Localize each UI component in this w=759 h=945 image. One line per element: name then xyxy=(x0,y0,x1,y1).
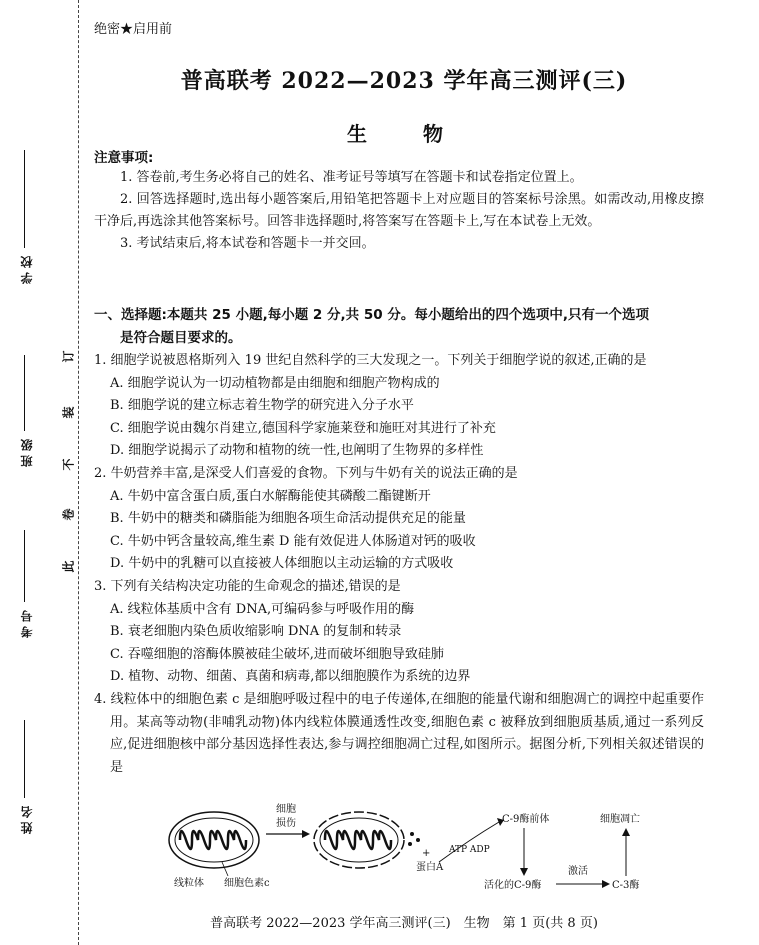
protein-a-label: 蛋白A xyxy=(416,862,444,873)
question-list xyxy=(94,350,704,779)
note-item: 2. 回答选择题时,选出每小题答案后,用铅笔把答题卡上对应题目的答案标号涂黑。如需改动,用橡皮擦干净后,再选涂其他答案标号。回答非选择题时,将答案写在答题卡上,写在本试卷上无效。 xyxy=(94,192,704,229)
arrow-head xyxy=(302,830,310,838)
class-blank xyxy=(24,355,25,431)
cytc-dot xyxy=(408,842,412,846)
page-footer: 普高联考 2022—2023 学年高三测评(三) 生物 第 1 页(共 8 页) xyxy=(210,916,598,931)
class-field[interactable] xyxy=(8,355,48,485)
seal-char: 订 xyxy=(61,350,76,363)
apoptosis-diagram xyxy=(164,800,674,900)
seal-char: 此 xyxy=(61,560,76,573)
apoptosis-label: 细胞凋亡 xyxy=(600,814,640,825)
name-label: 姓名 xyxy=(20,802,34,834)
seal-char: 装 xyxy=(61,406,76,419)
cytc-label: 细胞色素c xyxy=(224,878,270,889)
note-item: 1. 答卷前,考生务必将自己的姓名、准考证号等填写在答题卡和试卷指定位置上。 xyxy=(120,170,583,185)
activate-label: 激活 xyxy=(568,866,588,877)
option-a: A. 细胞学说认为一切动植物都是由细胞和细胞产物构成的 xyxy=(110,375,440,391)
option-a: A. 线粒体基质中含有 DNA,可编码参与呼吸作用的酶 xyxy=(110,601,415,617)
plus-sign: + xyxy=(422,848,431,859)
cytc-dot xyxy=(410,832,414,836)
class-label: 班级 xyxy=(20,435,34,467)
option-b: B. 细胞学说的建立标志着生物学的研究进入分子水平 xyxy=(110,398,414,414)
arrow-head xyxy=(602,880,610,888)
question-stem: 1. 细胞学说被恩格斯列入 19 世纪自然科学的三大发现之一。下列关于细胞学说的叙述,正确的是 xyxy=(94,353,647,368)
question-4 xyxy=(94,689,704,779)
section-line-2: 是符合题目要求的。 xyxy=(120,330,242,346)
question-stem: 4. 线粒体中的细胞色素 c 是细胞呼吸过程中的电子传递体,在细胞的能量代谢和细胞凋亡的调控中起重要作用。某高等动物(非哺乳动物)体内线粒体膜通透性改变,细胞色素 c 被释放到细胞质基质,通过一系列反应,促进细胞核中部分基因选择性表达,参与调控细胞凋亡过程,如图所示。据图分析,下列相关叙述错误的是 xyxy=(94,691,704,775)
mito-label: 线粒体 xyxy=(174,878,204,889)
mitochondrion-damaged xyxy=(314,812,404,868)
question-stem: 2. 牛奶营养丰富,是深受人们喜爱的食物。下列与牛奶有关的说法正确的是 xyxy=(94,465,518,481)
question-2 xyxy=(94,463,704,576)
school-blank xyxy=(24,150,25,248)
arrow-head xyxy=(622,828,630,836)
arrow-head xyxy=(520,868,528,876)
damage-label-2: 损伤 xyxy=(276,818,296,829)
option-d: D. 牛奶中的乳糖可以直接被人体细胞以主动运输的方式吸收 xyxy=(110,556,454,572)
question-3 xyxy=(94,576,704,689)
damage-label-1: 细胞 xyxy=(276,804,296,815)
active-c9-label: 活化的C-9酶 xyxy=(484,880,542,891)
seal-char: 不 xyxy=(61,458,76,471)
cytc-dot xyxy=(416,838,420,842)
option-b: B. 衰老细胞内染色质收缩影响 DNA 的复制和转录 xyxy=(110,624,402,640)
exam-no-label: 考号 xyxy=(20,606,34,638)
option-c: C. 牛奶中钙含量较高,维生素 D 能有效促进人体肠道对钙的吸收 xyxy=(110,533,476,549)
option-a: A. 牛奶中富含蛋白质,蛋白水解酶能使其磷酸二酯键断开 xyxy=(110,488,431,504)
c3-label: C-3酶 xyxy=(612,880,640,891)
question-stem: 3. 下列有关结构决定功能的生命观念的描述,错误的是 xyxy=(94,578,401,594)
note-item: 3. 考试结束后,将本试卷和答题卡一并交回。 xyxy=(120,236,375,251)
section-line-1: 一、选择题:本题共 25 小题,每小题 2 分,共 50 分。每小题给出的四个选项中,只有一个选项 xyxy=(94,307,649,323)
option-b: B. 牛奶中的糖类和磷脂能为细胞各项生命活动提供充足的能量 xyxy=(110,511,466,527)
atp-adp-label: ATP ADP xyxy=(449,845,490,855)
c9-precursor-label: C-9酶前体 xyxy=(502,814,550,825)
notes-list xyxy=(94,167,704,255)
atp-arrow xyxy=(439,822,499,862)
option-d: D. 植物、动物、细菌、真菌和病毒,都以细胞膜作为系统的边界 xyxy=(110,669,471,685)
exam-no-blank xyxy=(24,530,25,602)
mitochondrion-intact xyxy=(169,812,259,868)
school-label: 学校 xyxy=(20,252,34,284)
page-title: 普高联考 2022—2023 学年高三测评(三) xyxy=(180,68,628,94)
school-field[interactable] xyxy=(8,150,48,300)
name-blank xyxy=(24,720,25,798)
question-1 xyxy=(94,350,704,463)
exam-no-field[interactable] xyxy=(8,530,48,650)
notes-heading: 注意事项: xyxy=(94,150,154,166)
binding-line xyxy=(78,0,79,945)
name-field[interactable] xyxy=(8,720,48,850)
option-d: D. 细胞学说揭示了动物和植物的统一性,也阐明了生物界的多样性 xyxy=(110,443,484,459)
section-heading xyxy=(94,304,704,350)
seal-char: 卷 xyxy=(61,508,76,521)
subject-title: 生 物 xyxy=(347,122,461,146)
secret-mark: 绝密★启用前 xyxy=(94,22,173,37)
option-c: C. 吞噬细胞的溶酶体膜被硅尘破坏,进而破坏细胞导致硅肺 xyxy=(110,646,444,662)
option-c: C. 细胞学说由魏尔肖建立,德国科学家施莱登和施旺对其进行了补充 xyxy=(110,420,496,436)
